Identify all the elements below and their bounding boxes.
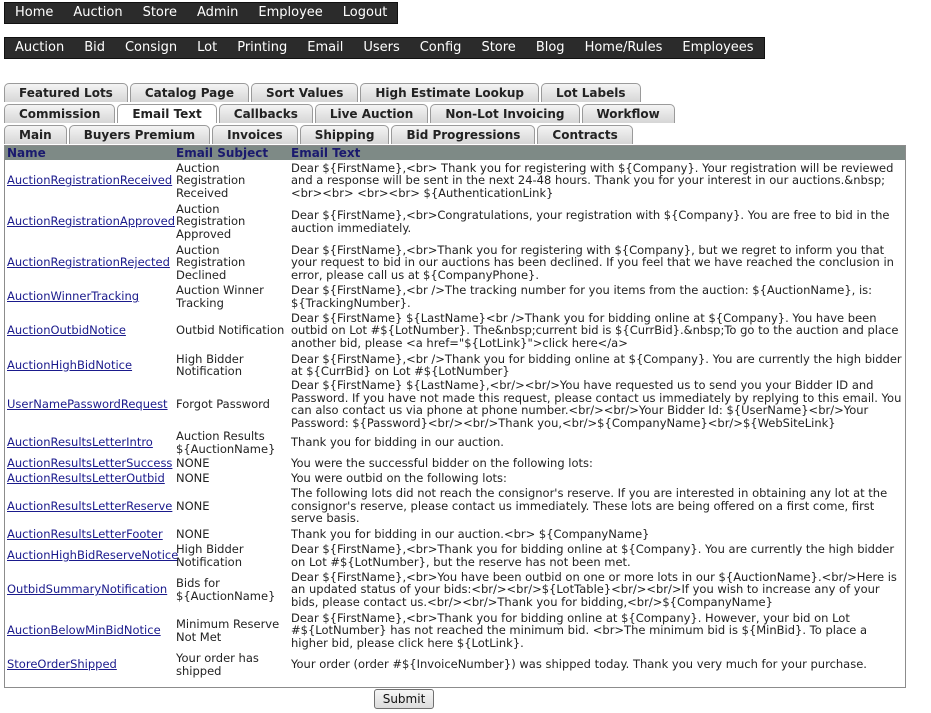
cell-email-subject: Auction Winner Tracking (176, 283, 264, 310)
table-header-row (5, 146, 905, 160)
table-row (5, 310, 905, 351)
sub-menu-store[interactable]: Store (481, 40, 516, 55)
cell-name (5, 351, 174, 379)
table-row (5, 610, 905, 651)
table-row (5, 201, 905, 242)
sub-menu-home-rules[interactable]: Home/Rules (584, 40, 663, 55)
cell-email-text: The following lots did not reach the consignor's reserve. If you are interested in obtaining any lot at the consignor's reserve, please contact us immediately. These lots are being offered on a first come, first serve basis. (291, 486, 888, 526)
tab-row-1 (4, 83, 643, 103)
cell-email-subject: Bids for ${AuctionName} (176, 576, 276, 603)
header-email-text: Email Text (289, 146, 905, 160)
email-template-link[interactable]: AuctionHighBidNotice (7, 357, 133, 372)
table-row (5, 527, 905, 542)
email-template-link[interactable]: AuctionResultsLetterIntro (7, 435, 153, 450)
header-name: Name (5, 146, 174, 160)
email-template-link[interactable]: OutbidSummaryNotification (7, 582, 168, 597)
top-menu-auction[interactable]: Auction (73, 5, 123, 20)
sub-menu-users[interactable]: Users (363, 40, 400, 55)
cell-email-text: Dear ${FirstName} ${LastName}<br />Thank you for bidding online at ${Company}. You have been outbid on Lot #${LotNumber}. The&nbsp;current bid is ${CurrBid}.&nbsp;To go to the auction and place another bid, please <a href="${LotLink}">click here</a> (291, 310, 899, 350)
table-row (5, 651, 905, 678)
tab-workflow[interactable]: Workflow (582, 104, 675, 123)
tab-catalog-page[interactable]: Catalog Page (130, 83, 249, 102)
tab-high-estimate-lookup[interactable]: High Estimate Lookup (360, 83, 539, 102)
top-menu-logout[interactable]: Logout (342, 5, 388, 20)
top-menu-employee[interactable]: Employee (258, 5, 323, 20)
cell-name (5, 379, 174, 429)
sub-menu-config[interactable]: Config (419, 40, 462, 55)
email-text-grid (4, 145, 906, 688)
cell-name (5, 456, 174, 471)
cell-name (5, 160, 174, 201)
cell-name (5, 201, 174, 242)
cell-name (5, 610, 174, 651)
sub-menu-blog[interactable]: Blog (535, 40, 565, 55)
email-template-link[interactable]: AuctionWinnerTracking (7, 289, 140, 304)
tab-main[interactable]: Main (4, 125, 67, 144)
cell-email-text: Thank you for bidding in our auction.<br> ${CompanyName} (291, 527, 650, 542)
email-template-link[interactable]: AuctionResultsLetterFooter (7, 527, 163, 542)
email-template-link[interactable]: AuctionOutbidNotice (7, 323, 126, 338)
cell-email-subject: High Bidder Notification (176, 542, 244, 569)
tab-commission[interactable]: Commission (4, 104, 115, 123)
email-text-table (5, 146, 905, 678)
email-template-link[interactable]: StoreOrderShipped (7, 657, 117, 672)
tab-row-2 (4, 104, 677, 124)
cell-email-subject: NONE (176, 456, 210, 471)
cell-email-subject: Auction Registration Received (176, 160, 246, 200)
cell-email-text: Dear ${FirstName},<br>Thank you for registering with ${Company}, but we regret to inform you that your request to bid in our auctions has been declined. If you feel that we have reached the conclusion in error, please call us at ${CompanyPhone}. (291, 242, 894, 282)
cell-email-text: Dear ${FirstName},<br> Thank you for registering with ${Company}. Your registration will be reviewed and a response will be sent in the next 24-48 hours. Thank you for your interest in our auctions.&nbsp;<br><br> <br><br> ${AuthenticationLink} (291, 160, 894, 200)
submit-button[interactable]: Submit (374, 689, 434, 709)
cell-name (5, 485, 174, 527)
email-template-link[interactable]: AuctionResultsLetterSuccess (7, 456, 173, 471)
cell-email-subject: High Bidder Notification (176, 351, 244, 378)
header-email-subject: Email Subject (174, 146, 289, 160)
sub-menu-employees[interactable]: Employees (682, 40, 754, 55)
tab-shipping[interactable]: Shipping (300, 125, 390, 144)
tab-live-auction[interactable]: Live Auction (315, 104, 428, 123)
cell-email-subject: NONE (176, 527, 210, 542)
sub-menu-printing[interactable]: Printing (237, 40, 288, 55)
tab-sort-values[interactable]: Sort Values (251, 83, 358, 102)
email-template-link[interactable]: UserNamePasswordRequest (7, 396, 168, 411)
table-row (5, 160, 905, 201)
cell-email-text: Dear ${FirstName},<br>Congratulations, your registration with ${Company}. You are free to bid in the auction immediately. (291, 208, 890, 235)
cell-name (5, 283, 174, 310)
email-template-link[interactable]: AuctionBelowMinBidNotice (7, 623, 161, 638)
table-row (5, 429, 905, 456)
email-template-link[interactable]: AuctionResultsLetterReserve (7, 498, 173, 513)
top-menu (4, 2, 398, 24)
tab-buyers-premium[interactable]: Buyers Premium (69, 125, 210, 144)
cell-email-text: Dear ${FirstName},<br />The tracking number for you items from the auction: ${AuctionName}, is: ${TrackingNumber}. (291, 283, 873, 310)
cell-name (5, 242, 174, 283)
cell-email-text: Thank you for bidding in our auction. (291, 435, 504, 450)
cell-email-subject: NONE (176, 498, 210, 513)
email-template-link[interactable]: AuctionRegistrationRejected (7, 255, 170, 270)
tab-featured-lots[interactable]: Featured Lots (4, 83, 128, 102)
cell-name (5, 310, 174, 351)
cell-email-text: Dear ${FirstName},<br />Thank you for bidding online at ${Company}. You are currently the high bidder at ${CurrBid} on Lot #${LotNumber} (291, 351, 902, 378)
table-row (5, 485, 905, 527)
cell-email-text: Dear ${FirstName},<br>Thank you for bidding online at ${Company}. You are currently the high bidder on Lot #${LotNumber}, but the reserve has not been met. (291, 542, 895, 569)
sub-menu-lot[interactable]: Lot (197, 40, 218, 55)
cell-email-text: You were the successful bidder on the following lots: (291, 456, 593, 471)
cell-name (5, 429, 174, 456)
cell-email-text: Dear ${FirstName},<br>You have been outbid on one or more lots in our ${AuctionName}.<br/>Here is an updated status of your bids:<br/><br/>${LotTable}<br/><br/>If you wish to increase any of your bids, please contact us.<br/><br/>Thank you for bidding,<br/>${CompanyName} (291, 569, 897, 609)
cell-name (5, 527, 174, 542)
table-row (5, 379, 905, 429)
top-menu-admin[interactable]: Admin (196, 5, 239, 20)
email-template-link[interactable]: AuctionResultsLetterOutbid (7, 470, 165, 485)
cell-email-subject: Forgot Password (176, 396, 270, 411)
sub-menu-email[interactable]: Email (307, 40, 344, 55)
tab-email-text[interactable]: Email Text (117, 104, 216, 123)
cell-email-text: Dear ${FirstName},<br>Thank you for bidding online at ${Company}. However, your bid on Lot #${LotNumber} has not reached the minimum bid. <br>The minimum bid is ${MinBid}. To place a higher bid, please click here ${LotLink}. (291, 610, 868, 650)
table-row (5, 283, 905, 310)
cell-email-subject: Auction Registration Declined (176, 242, 246, 282)
table-row (5, 542, 905, 569)
table-row (5, 456, 905, 471)
tab-lot-labels[interactable]: Lot Labels (541, 83, 641, 102)
top-menu-store[interactable]: Store (142, 5, 177, 20)
sub-menu-bid[interactable]: Bid (84, 40, 105, 55)
cell-email-text: Your order (order #${InvoiceNumber}) was shipped today. Thank you very much for your purchase. (291, 657, 867, 672)
cell-name (5, 471, 174, 485)
tab-contracts[interactable]: Contracts (537, 125, 632, 144)
cell-email-subject: Minimum Reserve Not Met (176, 617, 280, 644)
top-menu-home[interactable]: Home (15, 5, 54, 20)
email-template-link[interactable]: AuctionRegistrationReceived (7, 173, 173, 188)
email-template-link[interactable]: AuctionRegistrationApproved (7, 214, 176, 229)
sub-menu (4, 37, 765, 59)
tab-non-lot-invoicing[interactable]: Non-Lot Invoicing (430, 104, 579, 123)
tab-invoices[interactable]: Invoices (212, 125, 298, 144)
table-row (5, 351, 905, 379)
cell-name (5, 569, 174, 610)
tab-row-3 (4, 125, 635, 145)
table-row (5, 471, 905, 485)
cell-name (5, 542, 179, 569)
cell-email-subject: Auction Registration Approved (176, 201, 246, 241)
cell-email-subject: NONE (176, 470, 210, 485)
sub-menu-auction[interactable]: Auction (15, 40, 65, 55)
sub-menu-consign[interactable]: Consign (124, 40, 178, 55)
cell-email-subject: Outbid Notification (176, 323, 285, 338)
cell-name (5, 651, 174, 678)
table-row (5, 569, 905, 610)
cell-email-subject: Your order has shipped (176, 651, 259, 678)
cell-email-text: Dear ${FirstName} ${LastName},<br/><br/>You have requested us to send you your Bidder ID and Password. If you have not made this request, please contact us immediately by replying to this email. You can also contact us via phone at phone number.<br/><br/>Your Bidder Id: ${UserName}<br/>Your Password: ${Password}<br/><br/>Thank you,<br/>${CompanyName}<br/>${WebSiteLink} (291, 378, 902, 430)
cell-email-text: You were outbid on the following lots: (291, 470, 507, 485)
table-row (5, 242, 905, 283)
email-template-link[interactable]: AuctionHighBidReserveNotice (7, 548, 179, 563)
cell-email-subject: Auction Results ${AuctionName} (176, 429, 276, 456)
tab-bid-progressions[interactable]: Bid Progressions (391, 125, 535, 144)
tab-callbacks[interactable]: Callbacks (219, 104, 313, 123)
